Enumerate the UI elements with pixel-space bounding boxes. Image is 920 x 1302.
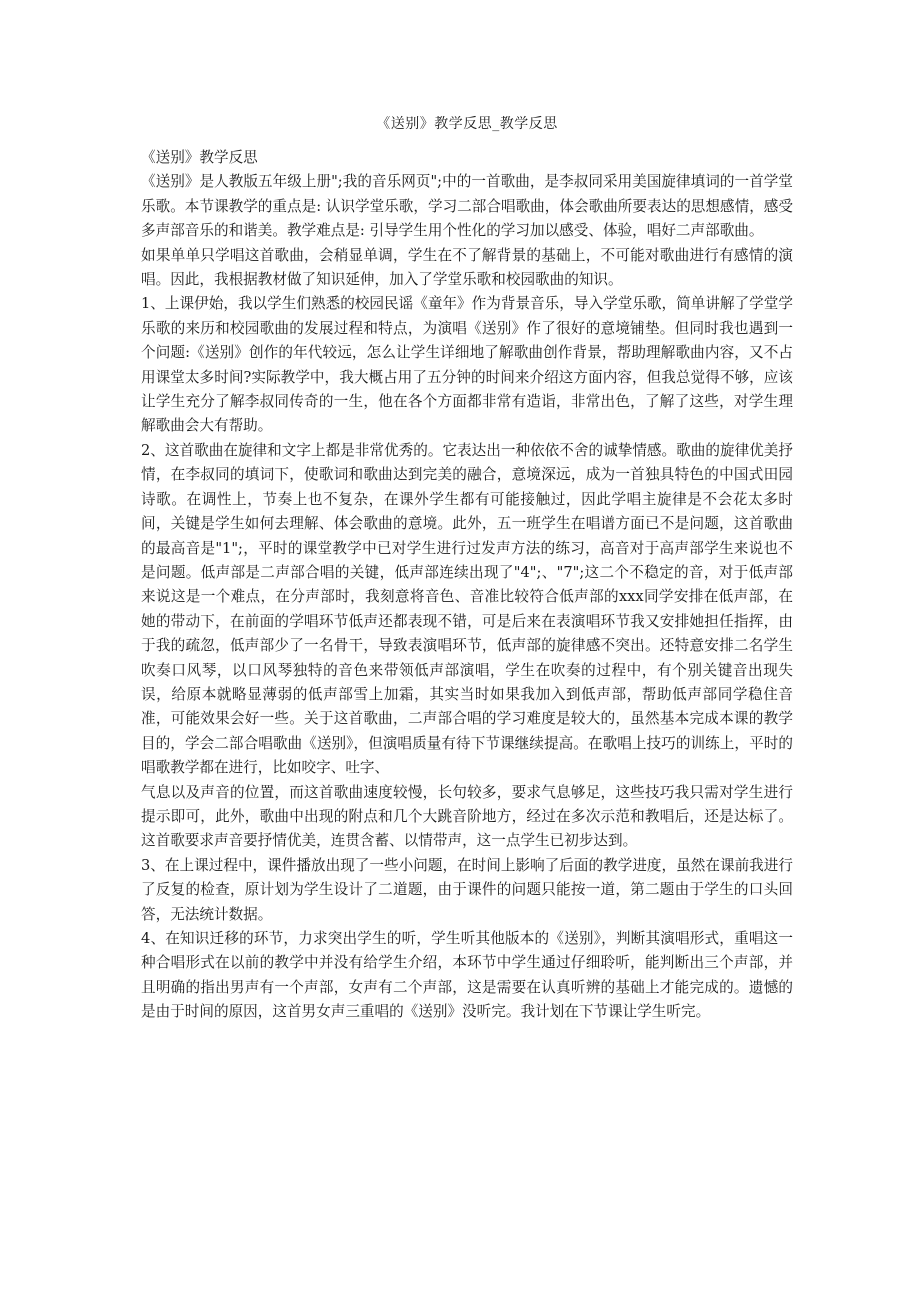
paragraph-point-1: 1、上课伊始，我以学生们熟悉的校园民谣《童年》作为背景音乐，导入学堂乐歌，简单讲解了学堂学乐歌的来历和校园歌曲的发展过程和特点，为演唱《送别》作了很好的意境铺垫。但同时我也遇到一个问题:《送别》创作的年代较远，怎么让学生详细地了解歌曲创作背景，帮助理解歌曲内容，又不占用课堂太多时间?实际教学中，我大概占用了五分钟的时间来介绍这方面内容，但我总觉得不够，应该让学生充分了解李叔同传奇的一生，他在各个方面都非常有造诣，非常出色，了解了这些，对学生理解歌曲会大有帮助。	[141, 295, 793, 435]
paragraph-intro: 《送别》是人教版五年级上册";我的音乐网页";中的一首歌曲，是李叔同采用美国旋律填词的一首学堂乐歌。本节课教学的重点是: 认识学堂乐歌，学习二部合唱歌曲，体会歌曲所要表达的思想感情，感受多声部音乐的和谐美。教学难点是: 引导学生用个性化的学习加以感受、体验，唱好二声部歌曲。	[141, 173, 793, 240]
paragraph-point-4: 4、在知识迁移的环节，力求突出学生的听，学生听其他版本的《送别》，判断其演唱形式，重唱这一种合唱形式在以前的教学中并没有给学生介绍，本环节中学生通过仔细聆听，能判断出三个声部，并且明确的指出男声有一个声部，女声有二个声部，这是需要在认真听辨的基础上才能完成的。遗憾的是由于时间的原因，这首男女声三重唱的《送别》没听完。我计划在下节课让学生听完。	[141, 930, 793, 1021]
document-page	[141, 112, 793, 1025]
paragraph-point-2-continued: 气息以及声音的位置，而这首歌曲速度较慢，长句较多，要求气息够足，这些技巧我只需对学生进行提示即可，此外，歌曲中出现的附点和几个大跳音阶地方，经过在多次示范和教唱后，还是达标了。这首歌要求声音要抒情优美，连贯含蓄、以情带声，这一点学生已初步达到。	[141, 783, 793, 850]
document-title: 《送别》教学反思_教学反思	[376, 116, 558, 132]
paragraph-point-2: 2、这首歌曲在旋律和文字上都是非常优秀的。它表达出一种依依不舍的诚挚情感。歌曲的旋律优美抒情，在李叔同的填词下，使歌词和歌曲达到完美的融合，意境深远，成为一首独具特色的中国式田园诗歌。在调性上，节奏上也不复杂，在课外学生都有可能接触过，因此学唱主旋律是不会花太多时间，关键是学生如何去理解、体会歌曲的意境。此外，五一班学生在唱谱方面已不是问题，这首歌曲的最高音是"1";，平时的课堂教学中已对学生进行过发声方法的练习，高音对于高声部学生来说也不是问题。低声部是二声部合唱的关键，低声部连续出现了"4";、"7";这二个不稳定的音，对于低声部来说这是一个难点，在分声部时，我刻意将音色、音准比较符合低声部的xxx同学安排在低声部，在她的带动下，在前面的学唱环节低声还都表现不错，可是后来在表演唱环节我又安排她担任指挥，由于我的疏忽，低声部少了一名骨干，导致表演唱环节，低声部的旋律感不突出。还特意安排二名学生吹奏口风琴，以口风琴独特的音色来带领低声部演唱，学生在吹奏的过程中，有个别关键音出现失误，给原本就略显薄弱的低声部雪上加霜，其实当时如果我加入到低声部，帮助低声部同学稳住音准，可能效果会好一些。关于这首歌曲，二声部合唱的学习难度是较大的，虽然基本完成本课的教学目的，学会二部合唱歌曲《送别》，但演唱质量有待下节课继续提高。在歌唱上技巧的训练上，平时的唱歌教学都在进行，比如咬字、吐字、	[141, 441, 793, 777]
paragraph-subtitle: 《送别》教学反思	[141, 149, 258, 166]
paragraph-extension: 如果单单只学唱这首歌曲，会稍显单调，学生在不了解背景的基础上，不可能对歌曲进行有感情的演唱。因此，我根据教材做了知识延伸，加入了学堂乐歌和校园歌曲的知识。	[141, 246, 793, 289]
paragraph-point-3: 3、在上课过程中，课件播放出现了一些小问题，在时间上影响了后面的教学进度，虽然在课前我进行了反复的检查，原计划为学生设计了二道题，由于课件的问题只能按一道，第二题由于学生的口头回答，无法统计数据。	[141, 856, 793, 923]
